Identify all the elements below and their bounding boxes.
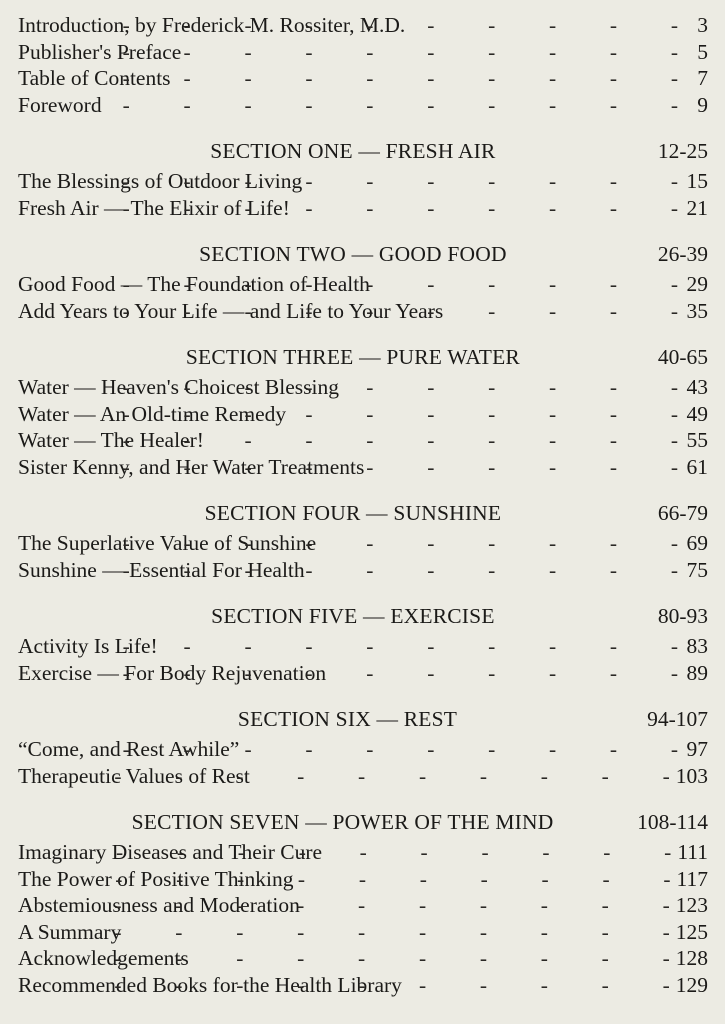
entry-title: Therapeutic Values of Rest <box>18 763 250 788</box>
entry-page: 61 <box>686 454 708 479</box>
toc-entry <box>18 839 708 866</box>
dot-leader <box>256 763 670 790</box>
section-header <box>18 138 708 164</box>
section-page-range: 40-65 <box>657 345 708 369</box>
toc-entry <box>18 65 708 92</box>
entry-title: “Come, and Rest Awhile” <box>18 737 240 761</box>
toc-entry <box>18 401 708 428</box>
dot-leader <box>127 919 669 946</box>
dot-leader <box>195 945 670 972</box>
entry-page: 43 <box>686 375 708 399</box>
entry-page: 15 <box>686 169 708 193</box>
toc-entry <box>18 892 708 919</box>
entry-title: The Superlative Value of Sunshine <box>18 531 317 555</box>
section-two <box>18 241 708 324</box>
entry-page: 75 <box>686 557 708 582</box>
toc-entry <box>18 168 708 195</box>
toc-entry <box>18 92 708 119</box>
section-header <box>18 241 708 267</box>
entry-title: A Summary <box>18 919 122 944</box>
section-title: SECTION FOUR — SUNSHINE <box>204 501 502 525</box>
dot-leader <box>332 660 678 687</box>
dot-leader <box>177 65 678 92</box>
dot-leader <box>296 195 678 222</box>
entry-page: 97 <box>686 737 708 761</box>
section-five <box>18 603 708 686</box>
section-page-range: 26-39 <box>657 242 708 266</box>
entry-page: 128 <box>675 946 708 970</box>
entry-page: 3 <box>697 13 708 37</box>
dot-leader <box>345 374 678 401</box>
entry-title: Foreword <box>18 92 102 117</box>
dot-leader <box>311 557 678 584</box>
entry-title: Acknowledgements <box>18 946 189 970</box>
toc-entry <box>18 530 708 557</box>
toc-entry <box>18 39 708 66</box>
toc-entry <box>18 919 708 946</box>
dot-leader <box>408 972 670 999</box>
entry-page: 7 <box>697 66 708 90</box>
section-header <box>18 603 708 629</box>
toc-entry <box>18 736 708 763</box>
entry-page: 21 <box>686 195 708 220</box>
section-header <box>18 809 708 835</box>
section-page-range: 66-79 <box>657 501 708 525</box>
section-title: SECTION THREE — PURE WATER <box>185 345 520 369</box>
dot-leader <box>300 866 671 893</box>
section-title: SECTION ONE — FRESH AIR <box>210 139 496 163</box>
dot-leader <box>449 298 678 325</box>
entry-title: Abstemiousness and Moderation <box>18 893 300 917</box>
entry-page: 9 <box>697 92 708 117</box>
toc-entry <box>18 195 708 222</box>
entry-page: 117 <box>676 866 708 891</box>
dot-leader <box>164 633 678 660</box>
dot-leader <box>322 530 678 557</box>
toc-entry <box>18 12 708 39</box>
dot-leader <box>245 736 678 763</box>
entry-title: Imaginary Diseases and Their Cure <box>18 840 323 864</box>
section-header <box>18 706 708 732</box>
toc-entry <box>18 972 708 999</box>
entry-page: 49 <box>686 401 708 426</box>
section-page-range: 108-114 <box>637 810 708 834</box>
section-four <box>18 500 708 583</box>
entry-title: Add Years to Your Life — and Life to Your Years <box>18 298 444 323</box>
entry-title: Water — An Old-time Remedy <box>18 401 287 426</box>
toc-entry <box>18 271 708 298</box>
section-three <box>18 344 708 480</box>
toc-entry <box>18 298 708 325</box>
section-page-range: 80-93 <box>657 604 708 628</box>
entry-title: Water — The Healer! <box>18 428 204 452</box>
dot-leader <box>370 454 678 481</box>
entry-title: Recommended Books for the Health Library <box>18 972 402 997</box>
section-title: SECTION TWO — GOOD FOOD <box>199 242 507 266</box>
entry-title: The Power of Positive Thinking <box>18 866 294 891</box>
front-matter <box>18 12 708 118</box>
entry-page: 103 <box>675 763 708 788</box>
toc-entry <box>18 763 708 790</box>
section-title: SECTION SEVEN — POWER OF THE MIND <box>131 810 554 834</box>
section-title: SECTION SIX — REST <box>237 707 458 731</box>
entry-title: Introduction, by Frederick M. Rossiter, M.D. <box>18 13 406 37</box>
entry-page: 125 <box>675 919 708 944</box>
dot-leader <box>292 401 678 428</box>
entry-page: 89 <box>686 660 708 685</box>
toc-entry <box>18 945 708 972</box>
entry-title: Water — Heaven's Choicest Blessing <box>18 375 339 399</box>
toc-entry <box>18 633 708 660</box>
entry-title: Good Food — The Foundation of Health <box>18 272 370 296</box>
dot-leader <box>108 92 678 119</box>
entry-title: The Blessings of Outdoor Living <box>18 169 303 193</box>
entry-page: 69 <box>686 531 708 555</box>
entry-page: 35 <box>686 298 708 323</box>
dot-leader <box>411 12 678 39</box>
section-six <box>18 706 708 789</box>
dot-leader <box>328 839 671 866</box>
entry-title: Exercise — For Body Rejuvenation <box>18 660 327 685</box>
entry-page: 111 <box>677 840 708 864</box>
section-page-range: 12-25 <box>657 139 708 163</box>
dot-leader <box>306 892 670 919</box>
entry-title: Fresh Air — The Elixir of Life! <box>18 195 290 220</box>
entry-title: Publisher's Preface <box>18 39 182 64</box>
entry-title: Sunshine — Essential For Health <box>18 557 305 582</box>
toc-entry <box>18 866 708 893</box>
entry-title: Activity Is Life! <box>18 634 158 658</box>
entry-page: 55 <box>686 428 708 452</box>
toc-entry <box>18 660 708 687</box>
dot-leader <box>210 427 678 454</box>
entry-page: 83 <box>686 634 708 658</box>
section-one <box>18 138 708 221</box>
entry-title: Sister Kenny, and Her Water Treatments <box>18 454 365 479</box>
section-header <box>18 344 708 370</box>
toc-entry <box>18 557 708 584</box>
dot-leader <box>187 39 678 66</box>
section-header <box>18 500 708 526</box>
toc-entry <box>18 374 708 401</box>
entry-page: 5 <box>697 39 708 64</box>
toc-entry <box>18 454 708 481</box>
section-title: SECTION FIVE — EXERCISE <box>211 604 495 628</box>
dot-leader <box>308 168 678 195</box>
entry-title: Table of Contents <box>18 66 171 90</box>
dot-leader <box>376 271 678 298</box>
entry-page: 123 <box>675 893 708 917</box>
entry-page: 29 <box>686 272 708 296</box>
entry-page: 129 <box>675 972 708 997</box>
section-page-range: 94-107 <box>647 707 708 731</box>
toc-entry <box>18 427 708 454</box>
section-seven <box>18 809 708 998</box>
